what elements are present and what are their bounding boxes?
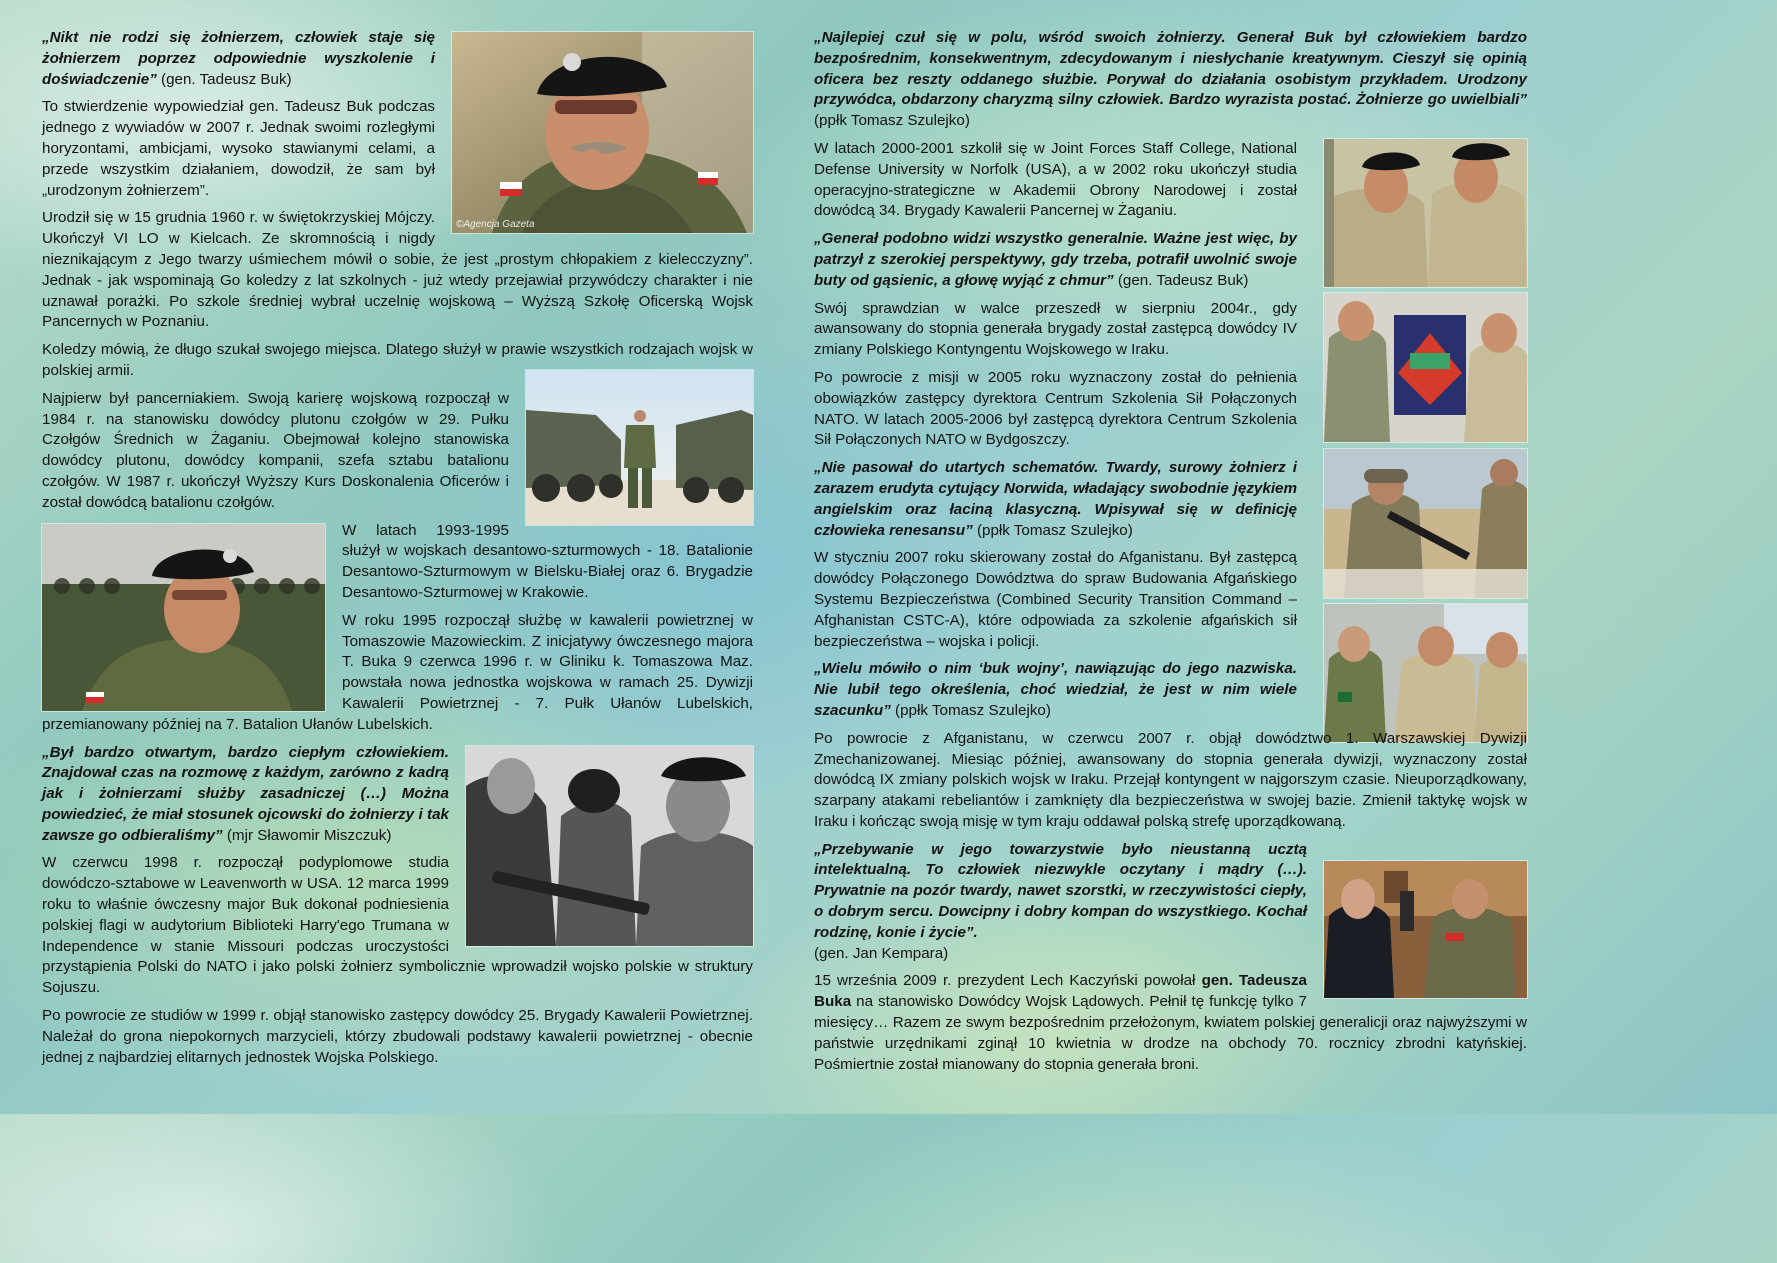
quote-szulejko-3-source: (ppłk Tomasz Szulejko) — [895, 701, 1051, 719]
quote-kempara-text: „Przebywanie w jego towarzystwie było nieustanną ucztą intelektualną. To człowiek niezwykle oczytany i mądry (…). Prywatnie na pozór twardy, nawet szorstki, w rzeczywistości ciepły, o dobrym sercu. Dowcipny i dobry kompan do wszystkiego. Kochał rodzinę, konie i życie”. — [814, 840, 1307, 941]
right-text-narrow — [814, 139, 1297, 722]
right-column — [814, 0, 1527, 1082]
opening-quote-text: „Nikt nie rodzi się żołnierzem, człowiek staje się żołnierzem poprzez odpowiednie wyszkolenie i doświadczenie” — [42, 29, 435, 88]
quote-buk — [814, 229, 1297, 291]
quote-szulejko-2-text: „Nie pasował do utartych schematów. Twardy, surowy żołnierz i zarazem erudyta cytujący Norwida, władający swobodnie językiem angielskim oraz łaciną klasyczną. Wpisywał się w definicję człowieka renesansu” — [814, 459, 1297, 539]
paragraph: Po powrocie z misji w 2005 roku wyznaczony został do pełnienia obowiązków zastępcy dyrektora Centrum Szkolenia Sił Połączonych NATO. W latach 2005-2006 był zastępcą dyrektora Centrum Szkolenia Sił Połączonych NATO w Bydgoszczy. — [814, 368, 1297, 449]
quote-miszczuk-text: „Był bardzo otwartym, bardzo ciepłym człowiekiem. Znajdował czas na rozmowę z każdym, zarówno z kadrą jak i żołnierzami służby zasadniczej (…) Można powiedzieć, że miał stosunek ojcowski do żołnierzy i tak zawsze go odbieraliśmy” — [42, 743, 449, 844]
vehicles-photo-image — [526, 370, 753, 525]
paragraph: W styczniu 2007 roku skierowany został do Afganistanu. Był zastępcą dowódcy Połączonego Dowództwa do spraw Budowania Afgańskiego Systemu Bezpieczeństwa (Combined Security Transition Command – Afghanistan CSTC-A), które odpowiada za szkolenie afgańskich sił bezpieczeństwa – wojska i policji. — [814, 549, 1297, 650]
final-paragraph-end: na stanowisko Dowódcy Wojsk Lądowych. Pełnił tę funkcję tylko 7 miesięcy… Razem ze swym bezpośrednim przełożonym, kwiatem polskiej generalicji oraz najwyższymi w państwie urzędnikami zginął 10 kwietnia w drodze na obchody 70. rocznicy zbrodni katyńskiej. Pośmiertnie został mianowany do stopnia generała broni. — [814, 993, 1527, 1073]
quote-kempara-source: (gen. Jan Kempara) — [814, 944, 949, 962]
quote-buk-source: (gen. Tadeusz Buk) — [1117, 271, 1249, 289]
general-name: gen. Tadeusza Buka — [814, 972, 1307, 1011]
photo-credit: ©Agencja Gazeta — [456, 219, 535, 230]
quote-szulejko-1-text: „Najlepiej czuł się w polu, wśród swoich żołnierzy. Generał Buk był człowiekiem bardzo bezpośrednim, konsekwentnym, zdecydowanym i niesłychanie kreatywnym. Cieszył się opinią oficera bez reszty oddanego służbie. Porywał do działania osobistym przykładem. Urodzony przywódca, obdarzony charyzmą silny człowiek. Bardzo wyrazista postać. Żołnierze go uwielbiali” — [814, 29, 1527, 109]
paragraph: W latach 1993-1995 służył w wojskach desantowo-szturmowych - 18. Batalionie Desantowo-Szturmowym w Bielsku-Białej oraz 6. Brygadzie Desantowo-Szturmowej w Krakowie. — [342, 521, 753, 601]
paragraph: W latach 2000-2001 szkolił się w Joint Forces Staff College, National Defense University w Norfolk (USA), a w 2002 roku ukończył studia operacyjno-strategiczne w Akademii Obrony Narodowej i został dowódcą 34. Brygady Kawalerii Pancernej w Żaganiu. — [814, 139, 1297, 220]
quote-buk-text: „Generał podobno widzi wszystko generalnie. Ważne jest więc, by patrzył z szerokiej perspektywy, gdy trzeba, potrafił uwolnić swoje buty od gąsienic, a głowę wyjąć z chmur” — [814, 230, 1297, 289]
portrait-photo — [451, 31, 754, 234]
paragraph: Najpierw był pancerniakiem. Swoją karierę wojskową rozpoczął w 1984 r. na stanowisku dowódcy plutonu czołgów w 29. Pułku Czołgów Średnich w Żaganiu. Obejmował kolejno stanowiska dowódcy plutonu, dowódcy kompanii, szefa sztabu batalionu czołgów. W 1987 r. ukończył Wyższy Kurs Doskonalenia Oficerów i został dowódcą batalionu czołgów. — [42, 389, 509, 511]
paragraph: Koledzy mówią, że długo szukał swojego miejsca. Dlatego służył w prawie wszystkich rodzajach wojsk w polskiej armii. — [42, 341, 753, 379]
beret-portrait-photo — [41, 523, 326, 712]
beret-portrait-photo-image — [42, 524, 325, 711]
weapon-training-photo-image — [466, 746, 753, 946]
opening-quote-source: (gen. Tadeusz Buk) — [161, 70, 292, 88]
paragraph: W czerwcu 1998 r. rozpoczął podyplomowe studia dowódczo-sztabowe w Leavenworth w USA. 12 marca 1999 roku to właśnie ówczesny major Buk dokonał podniesienia polskiej flagi w audytorium Biblioteki Harry'ego Trumana w Independence w stanie Missouri podczas uroczystości przystąpienia Polski do NATO i jako polski żołnierz symbolicznie wprowadził wojsko polskie w struktury Sojuszu. — [42, 854, 753, 997]
paragraph: Swój sprawdzian w walce przeszedł w sierpniu 2004r., gdy awansowany do stopnia generała brygady został zastępcą dowódcy IV zmiany Polskiego Kontyngentu Wojskowego w Iraku. — [814, 299, 1297, 359]
quote-szulejko-1-source: (ppłk Tomasz Szulejko) — [814, 112, 970, 130]
quote-szulejko-1 — [814, 28, 1527, 132]
paragraph: Po powrocie z Afganistanu, w czerwcu 2007 r. objął dowództwo 1. Warszawskiej Dywizji Zmechanizowanej. Miesiąc później, awansowany do stopnia generała dywizji, wyznaczony został dowódcą IX zmiany polskich wojsk w Iraku. Przejął kontyngent w najgorszym czasie. Nieuporządkowany, szarpany atakami rebeliantów i zamknięty dla bezpieczeństwa w swojej bazie. Zmienił taktykę wojsk w Iraku i kończąc swoją misję w tym kraju oddawał polską strefę uporządkowaną. — [814, 729, 1527, 830]
final-paragraph-start: 15 września 2009 r. prezydent Lech Kaczyński powołał — [814, 972, 1202, 990]
appointment-ceremony-photo — [1323, 860, 1528, 999]
quote-szulejko-2-source: (ppłk Tomasz Szulejko) — [976, 521, 1133, 539]
vehicles-photo — [525, 369, 754, 526]
weapon-training-photo — [465, 745, 754, 947]
quote-miszczuk-source: (mjr Sławomir Miszczuk) — [226, 826, 392, 844]
left-column — [42, 0, 753, 1075]
paragraph: Urodził się w 15 grudnia 1960 r. w świętokrzyskiej Mójczy. Ukończył VI LO w Kielcach. Ze skromnością i nigdy nieznikającym z Jego twarzy uśmiechem mówił o sobie, że jest „prostym chłopakiem z kielecczyzny”. Jednak - jak wspominają Go koledzy z lat szkolnych - już wtedy przejawiał przywódczy charakter i nie uznawał porażki. Po szkole średniej wybrał uczelnię wojskową – Wyższą Szkołę Oficerską Wojsk Pancernych w Poznaniu. — [42, 209, 753, 331]
appointment-ceremony-photo-image — [1324, 861, 1527, 998]
quote-szulejko-2 — [814, 458, 1297, 541]
paragraph: Po powrocie ze studiów w 1999 r. objął stanowisko zastępcy dowódcy 25. Brygady Kawalerii Powietrznej. Należał do grona niepokornych marzycieli, którzy zbudowali podstawy kawalerii powietrznej - obecnie jednej z najbardziej elitarnych jednostek Wojska Polskiego. — [42, 1007, 753, 1066]
paragraph: To stwierdzenie wypowiedział gen. Tadeusz Buk podczas jednego z wywiadów w 2007 r. Jednak swoimi rozległymi horyzontami, ambicjami, wysoko stawianymi celami, a przede wszystkim działaniem, dowodził, że sam był „urodzonym żołnierzem”. — [42, 98, 435, 199]
paragraph: W roku 1995 rozpoczął służbę w kawalerii powietrznej w Tomaszowie Mazowieckim. Z inicjatywy ówczesnego majora T. Buka 9 czerwca 1996 r. w Gliniku k. Tomaszowa Maz. powstała nowa jednostka wojskowa w ramach 25. Dywizji Kawalerii Powietrznej - 7. Pułk Ułanów Lubelskich, przemianowany później na 7. Batalion Ułanów Lubelskich. — [42, 611, 753, 733]
quote-szulejko-3 — [814, 659, 1297, 721]
portrait-photo-image — [452, 32, 753, 233]
quote-szulejko-3-text: „Wielu mówiło o nim ‘buk wojny’, nawiązując do jego nazwiska. Nie lubił tego określenia, choć wiedział, że jest w nim wiele szacunku” — [814, 660, 1297, 719]
